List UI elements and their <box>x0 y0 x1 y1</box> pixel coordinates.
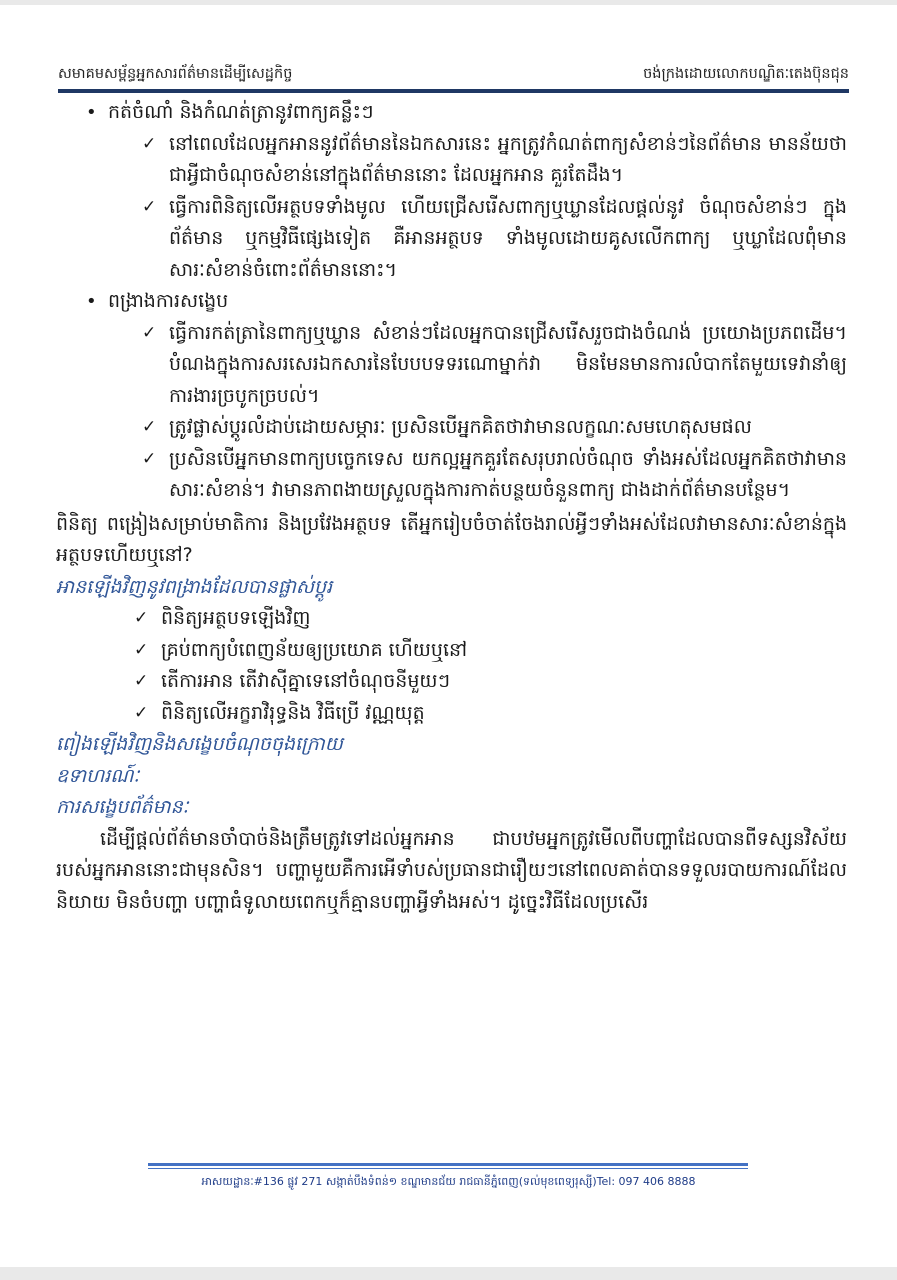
checklist-item <box>56 412 847 444</box>
footer-address: អាសយដ្ឋានៈ#136 ផ្លូវ 271 សង្កាត់បឹងទំពន់១ ខណ្ឌមានជ័យ រាជធានីភ្នំពេញ(ទល់មុខពេទ្យរុស្សី)Tel: 097 406 8888 <box>201 1175 696 1188</box>
bullet-notes <box>56 97 847 129</box>
checklist-item <box>56 444 847 507</box>
header-divider <box>58 89 849 93</box>
header-organization: សមាគមសម្ព័ន្ធអ្នកសារព័ត៌មានដើម្បីសេដ្ឋកិច្ច <box>58 66 293 82</box>
bullet-draft <box>56 286 847 318</box>
bullet-text: កត់ចំណាំ និងកំណត់ត្រានូវពាក្យគន្លឹះៗ <box>108 101 374 123</box>
checklist-item <box>56 129 847 192</box>
checklist-item <box>56 318 847 413</box>
example-heading: ឧទាហរណ៍ៈ <box>56 764 140 787</box>
review-paragraph: ពិនិត្យ ពង្រៀងសម្រាប់មាតិការ និងប្រវែងអត្ថបទ តើអ្នករៀបចំចាត់ចែងរាល់អ្វីៗទាំងអស់ដែលវាមានសារៈសំខាន់ក្នុងអត្ថបទហើយឬនៅ? <box>56 512 847 566</box>
checklist-text: ប្រសិនបើអ្នកមានពាក្យបច្ចេកទេស យកល្អអ្នកគួរតែសរុបរាល់ចំណុច ទាំងអស់ដែលអ្នកគិតថាវាមានសារៈសំខាន់។ វាមានភាពងាយស្រួលក្នុងការកាត់បន្ថយចំនួនពាក្យ ជាងដាក់ព័ត៌មានបន្ថែម។ <box>169 447 847 501</box>
checkmark-icon: ✓ <box>142 417 157 437</box>
checkmark-icon: ✓ <box>142 133 157 154</box>
footer-divider-thin <box>148 1168 748 1169</box>
summary-heading: ការសង្ខេបព័ត៌មានៈ <box>56 796 189 818</box>
header-author: ចង់ក្រងដោយលោកបណ្ឌិតៈតេងប៊ុនជុន <box>643 66 849 82</box>
checklist-item <box>56 635 847 667</box>
bullet-icon: • <box>86 102 97 123</box>
checklist-text: ធ្វើការពិនិត្យលើអត្ថបទទាំងមូល ហើយជ្រើសរើសពាក្យឬឃ្លានដែលផ្តល់នូវ ចំណុចសំខាន់ៗ ក្នុងព័ត៌មាន ឬកម្មវិធីផ្សេងទៀត គឺអានអត្ថបទ ទាំងមូលដោយគូសលើកពាក្យ ឬឃ្លាដែលពុំមានសារៈសំខាន់ចំពោះព័ត៌មាននោះ។ <box>169 195 847 281</box>
checkmark-icon: ✓ <box>134 702 149 723</box>
checklist-item <box>56 698 847 730</box>
checkmark-icon: ✓ <box>142 322 157 343</box>
footer-divider <box>148 1163 748 1166</box>
bullet-icon: • <box>86 291 97 312</box>
checkmark-icon: ✓ <box>134 639 149 660</box>
bullet-text: ពង្រាងការសង្ខេប <box>108 290 229 312</box>
checklist-item <box>56 192 847 287</box>
checkmark-icon: ✓ <box>142 448 157 469</box>
checklist-text: ពិនិត្យអត្ថបទឡើងវិញ <box>161 607 311 629</box>
checklist-text: ពិនិត្យលើអក្ខរាវិរុទ្ធនិង វិធីប្រើ វណ្ណយុត្ត <box>161 701 425 724</box>
checklist-text: គ្រប់ពាក្យបំពេញន័យឲ្យប្រយោគ ហើយឬនៅ <box>161 638 468 661</box>
document-body <box>56 97 847 918</box>
checkmark-icon: ✓ <box>134 608 149 628</box>
checklist-item <box>56 603 847 635</box>
closing-paragraph: ដើម្បីផ្តល់ព័ត៌មានចាំបាច់និងត្រឹមត្រូវទៅដល់អ្នកអាន ជាបឋមអ្នកត្រូវមើលពីបញ្ហាដែលបានពីទស្សនវិស័យរបស់អ្នកអាននោះជាមុនសិន។ បញ្ហាមួយគឺការអើទាំបស់ប្រធានជារឿយៗនៅពេលគាត់បានទទួលរបាយការណ៍ដែលនិយាយ មិនចំបញ្ហា បញ្ហាធំទូលាយពេកឬក៏គ្មានបញ្ហាអ្វីទាំងអស់។ ដូច្នេះវិធីដែលប្រសើរ <box>56 827 847 913</box>
checklist-text: តើការអាន តើវាស៊ីគ្នាទេនៅចំណុចនីមួយៗ <box>161 670 450 692</box>
checklist-text: ធ្វើការកត់ត្រានៃពាក្យឬឃ្លាន សំខាន់ៗដែលអ្នកបានជ្រើសរើសរួចជាងចំណង់ ប្រយោងប្រភពដើម។ បំណងក្នុងការសរសេរឯកសារនៃបែបបទទរណោម្នាក់វា មិនមែនមានការលំបាកតែមួយទេវានាំឲ្យការងារច្របូកច្របល់។ <box>169 321 847 407</box>
checkmark-icon: ✓ <box>134 671 149 691</box>
checkmark-icon: ✓ <box>142 196 157 217</box>
checklist-item <box>56 666 847 698</box>
final-heading: ពៀងឡើងវិញនិងសង្ខេបចំណុចចុងក្រោយ <box>56 733 343 755</box>
checklist-text: ត្រូវផ្លាស់ប្តូរលំដាប់ដោយសម្ភារៈ ប្រសិនបើអ្នកគិតថាវាមានលក្ខណៈសមហេតុសមផល <box>169 416 752 438</box>
document-page <box>0 5 897 1267</box>
reread-heading: អានឡើងវិញនូវពង្រាងដែលបានផ្លាស់ប្តូរ <box>56 575 333 598</box>
checklist-text: នៅពេលដែលអ្នកអាននូវព័ត៌មាននៃឯកសារនេះ អ្នកត្រូវកំណត់ពាក្យសំខាន់ៗនៃព័ត៌មាន មានន័យថាជាអ្វីជាចំណុចសំខាន់នៅក្នុងព័ត៌មាននោះ ដែលអ្នកអាន គួរតែដឹង។ <box>169 132 847 186</box>
